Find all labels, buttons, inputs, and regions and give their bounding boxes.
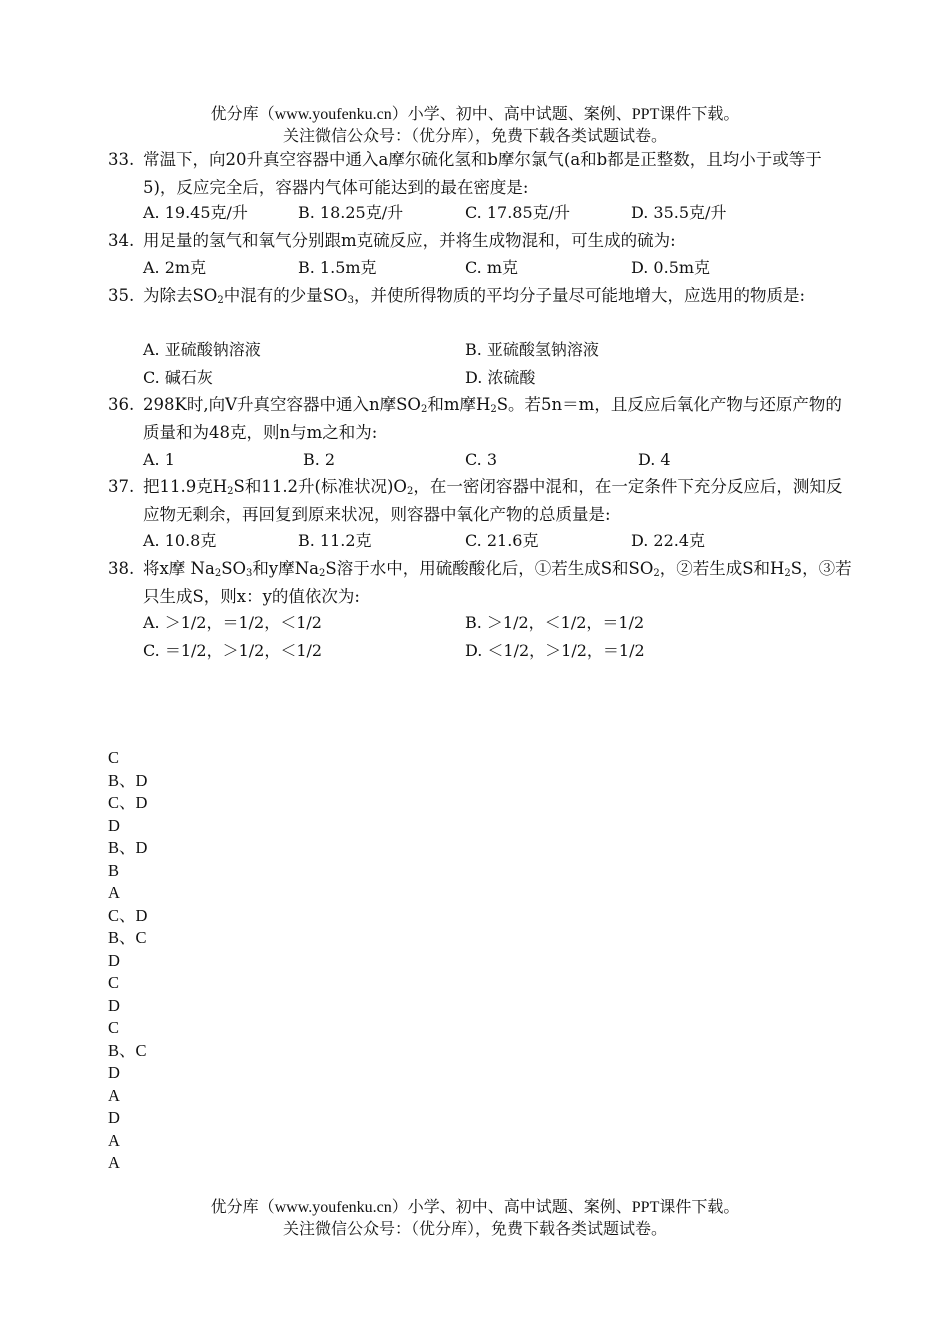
answer-item: A bbox=[108, 1130, 120, 1150]
question-37 bbox=[108, 473, 853, 529]
option-b: B. 2 bbox=[303, 450, 336, 469]
options-37 bbox=[143, 527, 843, 555]
question-number: 35. bbox=[108, 286, 135, 305]
question-text: 为除去$SO_2$中混有的少量$SO_3$，并使所得物质的平均分子量尽可能地增大，应选用的物质是: bbox=[143, 286, 805, 306]
answer-item: D bbox=[108, 950, 120, 970]
answer-item: D bbox=[108, 1063, 120, 1082]
question-33 bbox=[108, 146, 853, 202]
option-d: D. 0.5m克 bbox=[631, 258, 711, 277]
question-number: 33. bbox=[108, 150, 135, 169]
option-c: C. 碱石灰 bbox=[143, 368, 213, 387]
answer-item: B、C bbox=[108, 928, 147, 947]
option-b: B. ＞1/2，＜1/2，＝1/2 bbox=[465, 613, 645, 632]
option-d: D. ＜1/2，＞1/2，＝1/2 bbox=[465, 641, 645, 660]
answer-item: D bbox=[108, 995, 120, 1015]
option-a: A. 19.45克/升 bbox=[143, 203, 248, 222]
option-c: C. ＝1/2，＞1/2，＜1/2 bbox=[143, 641, 323, 660]
question-35 bbox=[108, 282, 853, 310]
option-c: C. 21.6克 bbox=[465, 531, 539, 550]
answer-item: C bbox=[108, 973, 120, 992]
option-a: A. 2m克 bbox=[143, 258, 207, 277]
option-a: A. 10.8克 bbox=[143, 531, 217, 550]
options-36 bbox=[143, 446, 843, 474]
answer-item: B、D bbox=[108, 838, 148, 857]
option-a: A. ＞1/2，＝1/2，＜1/2 bbox=[143, 613, 322, 632]
option-b: B. 18.25克/升 bbox=[298, 203, 404, 222]
answer-item: A bbox=[108, 1153, 120, 1172]
option-b: B. 亚硫酸氢钠溶液 bbox=[465, 340, 599, 359]
answer-item: C bbox=[108, 748, 120, 767]
question-number: 37. bbox=[108, 477, 135, 496]
option-b: B. 11.2克 bbox=[298, 531, 372, 550]
options-38-row1 bbox=[143, 609, 843, 637]
option-a: A. 1 bbox=[143, 450, 175, 469]
question-text: 将x摩 $Na_2SO_3$和y摩$Na_2S$溶于水中，用硫酸酸化后，①若生成S和$SO_2$，②若生成S和$H_2S$，③若只生成S，则x：y的值依次为: bbox=[143, 559, 852, 606]
question-number: 38. bbox=[108, 559, 135, 578]
header-line-1: 优分库（www.youfenku.cn）小学、初中、高中试题、案例、PPT课件下载。 bbox=[210, 106, 740, 123]
answer-key bbox=[108, 747, 147, 1175]
answer-item: B bbox=[108, 860, 120, 880]
options-34 bbox=[143, 254, 843, 282]
options-35-row2 bbox=[143, 364, 843, 392]
footer-line-1: 优分库（www.youfenku.cn）小学、初中、高中试题、案例、PPT课件下载。 bbox=[210, 1199, 740, 1216]
question-38 bbox=[108, 555, 853, 611]
option-b: B. 1.5m克 bbox=[298, 258, 377, 277]
answer-item: D bbox=[108, 1108, 120, 1127]
answer-item: A bbox=[108, 883, 120, 902]
answer-item: A bbox=[108, 1085, 120, 1105]
footer-line-2: 关注微信公众号：（优分库），免费下载各类试题试卷。 bbox=[282, 1221, 667, 1238]
question-number: 34. bbox=[108, 231, 135, 250]
answer-item: C bbox=[108, 1018, 120, 1037]
option-c: C. 17.85克/升 bbox=[465, 203, 571, 222]
question-text: 把11.9克$H_2S$和11.2升(标准状况)$O_2$，在一密闭容器中混和，在一定条件下充分反应后，测知反应物无剩余，再回复到原来状况，则容器中氧化产物的总质量是: bbox=[143, 477, 843, 524]
question-text: 298K时,向V升真空容器中通入n摩$SO_2$和m摩$H_2S$。若5n＝m，且反应后氧化产物与还原产物的质量和为48克，则n与m之和为: bbox=[143, 395, 842, 442]
question-text: 常温下，向20升真空容器中通入a摩尔硫化氢和b摩尔氯气(a和b都是正整数，且均小于或等于5)，反应完全后，容器内气体可能达到的最在密度是: bbox=[143, 150, 822, 197]
answer-item: C、D bbox=[108, 793, 148, 812]
question-number: 36. bbox=[108, 395, 135, 414]
options-38-row2 bbox=[143, 637, 843, 665]
answer-item: B、D bbox=[108, 770, 148, 790]
answer-item: C、D bbox=[108, 905, 148, 925]
header-line-2: 关注微信公众号：（优分库），免费下载各类试题试卷。 bbox=[282, 128, 667, 145]
option-d: D. 35.5克/升 bbox=[631, 203, 727, 222]
question-36 bbox=[108, 391, 853, 447]
option-c: C. 3 bbox=[465, 450, 498, 469]
option-d: D. 4 bbox=[638, 450, 671, 469]
options-35-row1 bbox=[143, 336, 843, 364]
question-text: 用足量的氢气和氧气分别跟m克硫反应，并将生成物混和，可生成的硫为: bbox=[143, 231, 676, 250]
question-34 bbox=[108, 227, 853, 255]
page-header bbox=[0, 104, 950, 148]
option-a: A. 亚硫酸钠溶液 bbox=[143, 340, 261, 359]
options-33 bbox=[143, 199, 843, 227]
answer-item: B、C bbox=[108, 1040, 147, 1060]
page-footer bbox=[0, 1197, 950, 1241]
option-c: C. m克 bbox=[465, 258, 519, 277]
option-d: D. 22.4克 bbox=[631, 531, 706, 550]
option-d: D. 浓硫酸 bbox=[465, 368, 536, 387]
answer-item: D bbox=[108, 815, 120, 835]
